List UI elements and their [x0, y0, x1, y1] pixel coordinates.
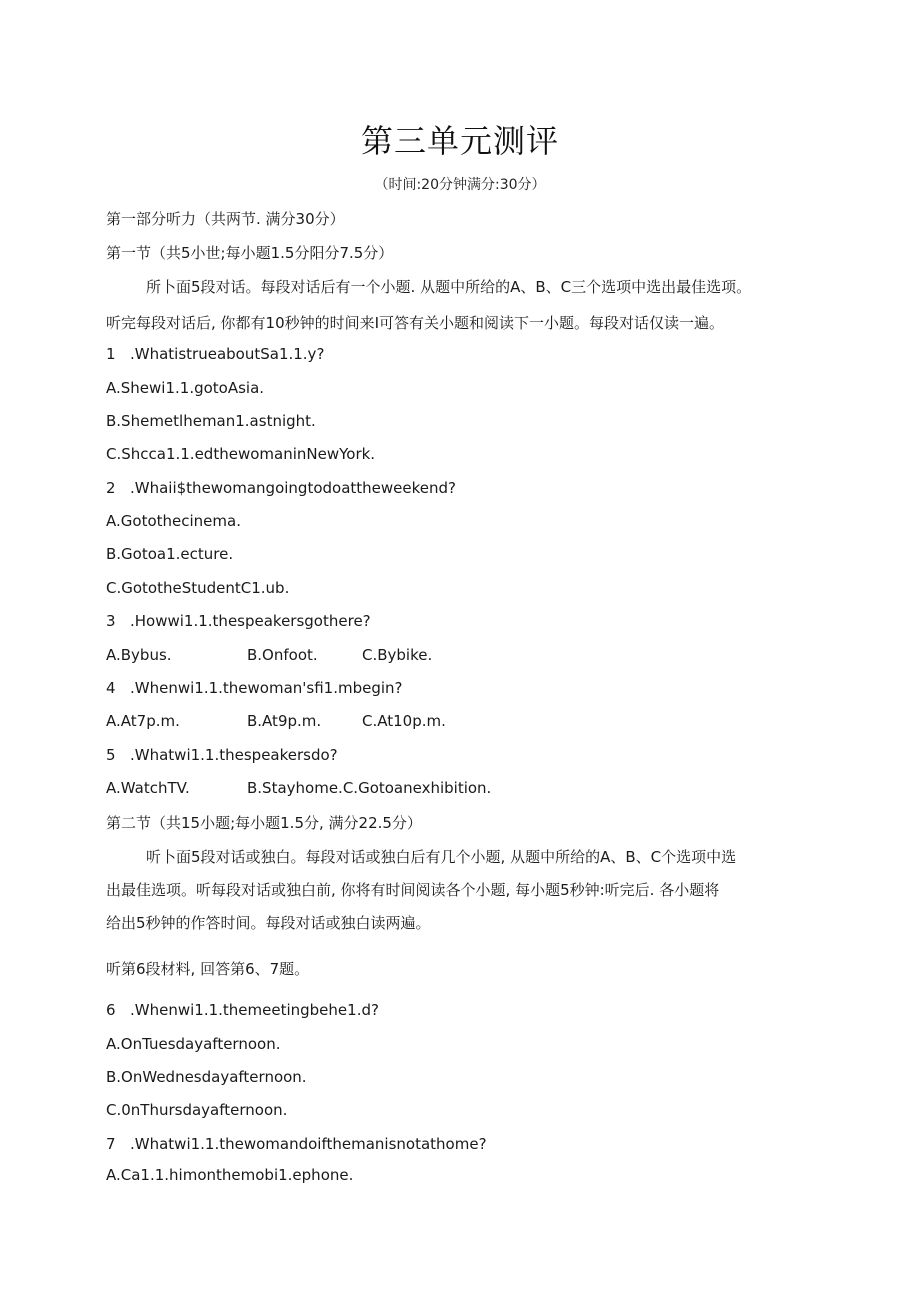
options-row: [106, 712, 706, 730]
option: C.Bybike.: [362, 646, 433, 664]
section1-heading: 第一节（共5小世;每小题1.5分阳分7.5分）: [106, 244, 394, 262]
option: B.At9p.m.: [247, 712, 322, 730]
question-text: .Whatwi1.1.thespeakersdo?: [130, 746, 338, 764]
section2-heading: 第二节（共15小题;每小题1.5分, 满分22.5分）: [106, 814, 422, 832]
section1-instruction: 所卜面5段对话。每段对话后有一个小题. 从题中所给的A、B、C三个选项中选出最佳选项。: [146, 278, 752, 296]
question-number: 1: [106, 345, 116, 363]
section1-instruction: 听完每段对话后, 你都有10秒钟的时间来I可答有关小题和阅读下一小题。每段对话仅读一遍。: [106, 314, 725, 332]
option: C.GototheStudentC1.ub.: [106, 579, 290, 597]
question-text: .Whenwi1.1.themeetingbehe1.d?: [130, 1001, 379, 1019]
option: A.At7p.m.: [106, 712, 180, 730]
question-5: [106, 746, 338, 764]
option: C.At10p.m.: [362, 712, 446, 730]
section2-instruction: 听卜面5段对话或独白。每段对话或独白后有几个小题, 从题中所给的A、B、C个选项中选: [146, 848, 737, 866]
section2-instruction: 给出5秒钟的作答时间。每段对话或独白读两遍。: [106, 914, 431, 932]
question-number: 5: [106, 746, 116, 764]
option: A.Ca1.1.himonthemobi1.ephone.: [106, 1166, 354, 1184]
option: A.Bybus.: [106, 646, 172, 664]
question-6: [106, 1001, 379, 1019]
question-text: .WhatistrueaboutSa1.1.y?: [130, 345, 325, 363]
question-7: [106, 1135, 487, 1153]
option: B.Stayhome.C.Gotoanexhibition.: [247, 779, 492, 797]
question-text: .Howwi1.1.thespeakersgothere?: [130, 612, 371, 630]
question-4: [106, 679, 403, 697]
option: A.OnTuesdayafternoon.: [106, 1035, 281, 1053]
options-row: [106, 646, 706, 664]
question-text: .Whatwi1.1.thewomandoifthemanisnotathome?: [130, 1135, 487, 1153]
option: B.Onfoot.: [247, 646, 318, 664]
page-title: 第三单元测评: [360, 122, 559, 160]
question-number: 6: [106, 1001, 116, 1019]
part1-heading: 第一部分听力（共两节. 满分30分）: [106, 210, 345, 228]
option: C.0nThursdayafternoon.: [106, 1101, 288, 1119]
question-1: [106, 345, 324, 363]
option: B.OnWednesdayafternoon.: [106, 1068, 307, 1086]
question-text: .Whaii$thewomangoingtodoattheweekend?: [130, 479, 456, 497]
question-number: 2: [106, 479, 116, 497]
question-text: .Whenwi1.1.thewoman'sfi1.mbegin?: [130, 679, 403, 697]
question-number: 7: [106, 1135, 116, 1153]
option: B.Shemetlheman1.astnight.: [106, 412, 316, 430]
question-number: 3: [106, 612, 116, 630]
option: A.WatchTV.: [106, 779, 190, 797]
option: A.Shewi1.1.gotoAsia.: [106, 379, 265, 397]
options-row: [106, 779, 706, 797]
question-number: 4: [106, 679, 116, 697]
section2-instruction: 出最佳选项。听每段对话或独白前, 你将有时间阅读各个小题, 每小题5秒钟:听完后. 各小题将: [106, 881, 720, 899]
option: C.Shcca1.1.edthewomaninNewYork.: [106, 445, 376, 463]
option: B.Gotoa1.ecture.: [106, 545, 234, 563]
question-3: [106, 612, 371, 630]
material-note: 听第6段材料, 回答第6、7题。: [106, 960, 310, 978]
question-2: [106, 479, 456, 497]
page-subtitle: （时间:20分钟满分:30分）: [374, 177, 546, 193]
option: A.Gotothecinema.: [106, 512, 241, 530]
